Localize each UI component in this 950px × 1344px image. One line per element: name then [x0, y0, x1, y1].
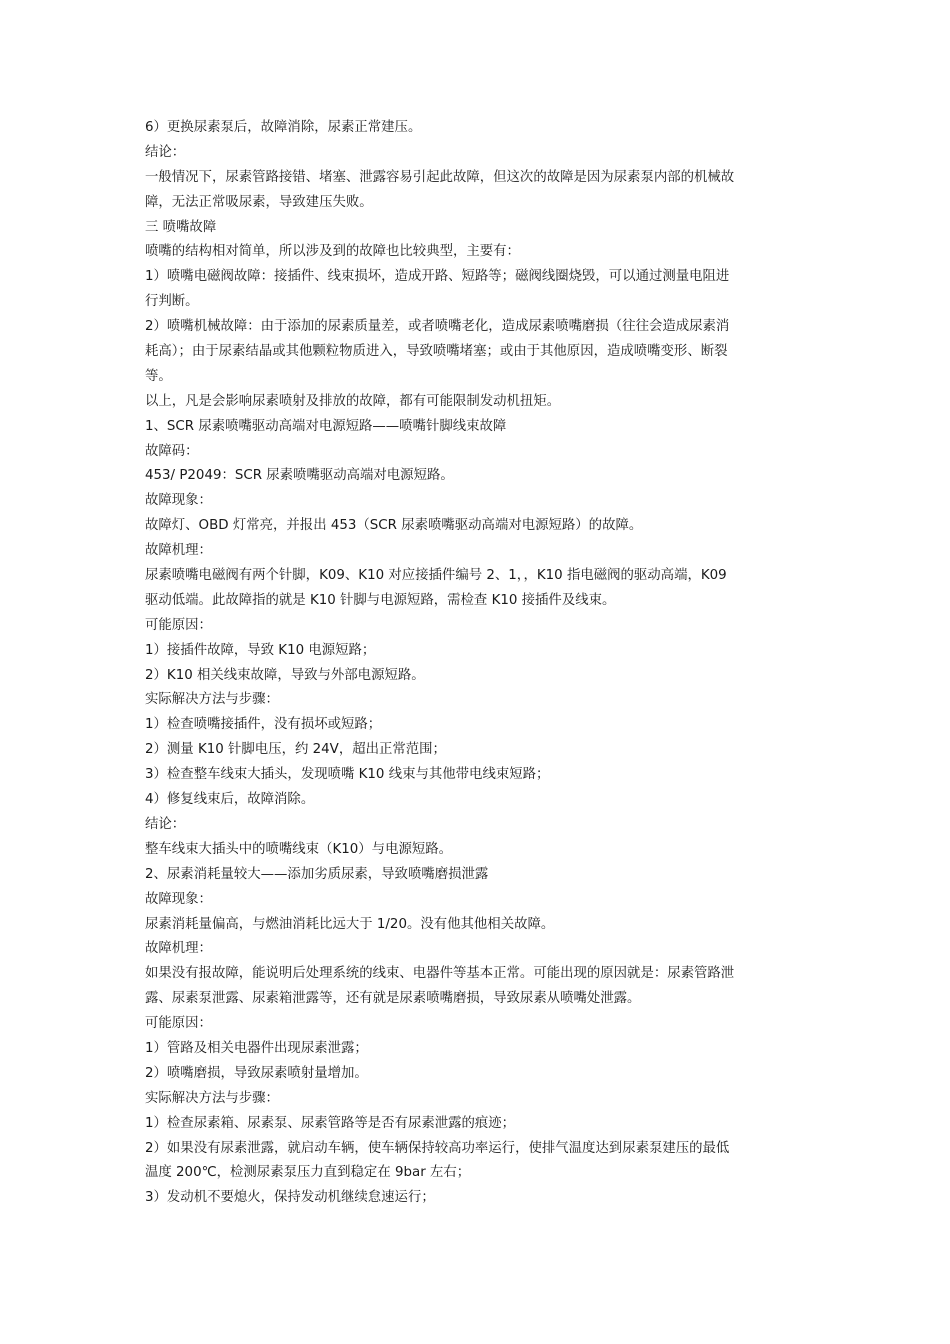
text-line: 结论：: [145, 816, 186, 832]
text-line: 故障现象：: [145, 891, 212, 907]
text-line: 以上，凡是会影响尿素喷射及排放的故障，都有可能限制发动机扭矩。: [145, 393, 561, 409]
text-line: 实际解决方法与步骤：: [145, 692, 279, 708]
text-line: 故障现象：: [145, 493, 212, 509]
text-line: 故障机理：: [145, 543, 212, 559]
text-line: 2）喷嘴机械故障：由于添加的尿素质量差，或者喷嘴老化，造成尿素喷嘴磨损（往往会造成尿素消: [145, 319, 730, 335]
text-line: 可能原因：: [145, 617, 212, 633]
text-line: 驱动低端。此故障指的就是 K10 针脚与电源短路，需检查 K10 接插件及线束。: [145, 592, 616, 608]
text-line: 如果没有报故障，能说明后处理系统的线束、电器件等基本正常。可能出现的原因就是：尿素管路泄: [145, 966, 735, 982]
text-line: 可能原因：: [145, 1016, 212, 1032]
section-heading: 三 喷嘴故障: [145, 219, 217, 235]
text-line: 行判断。: [145, 294, 199, 310]
text-line: 尿素消耗量偏高，与燃油消耗比远大于 1/20。没有他其他相关故障。: [145, 916, 555, 932]
subsection-heading: 2、尿素消耗量较大——添加劣质尿素，导致喷嘴磨损泄露: [145, 866, 489, 882]
text-line: 1）检查尿素箱、尿素泵、尿素管路等是否有尿素泄露的痕迹；: [145, 1115, 516, 1131]
text-line: 故障机理：: [145, 941, 212, 957]
text-line: 尿素喷嘴电磁阀有两个针脚，K09、K10 对应接插件编号 2、1，，K10 指电磁阀的驱动高端，K09: [145, 568, 727, 584]
text-line: 喷嘴的结构相对简单，所以涉及到的故障也比较典型，主要有：: [145, 244, 520, 260]
text-line: 3）检查整车线束大插头，发现喷嘴 K10 线束与其他带电线束短路；: [145, 767, 550, 783]
text-line: 1）管路及相关电器件出现尿素泄露；: [145, 1040, 368, 1056]
text-line: 耗高）；由于尿素结晶或其他颗粒物质进入，导致喷嘴堵塞；或由于其他原因，造成喷嘴变形、断裂: [145, 344, 728, 360]
document-body: [145, 116, 810, 1211]
text-line: 故障灯、OBD 灯常亮，并报出 453（SCR 尿素喷嘴驱动高端对电源短路）的故障。: [145, 518, 643, 534]
text-line: 整车线束大插头中的喷嘴线束（K10）与电源短路。: [145, 841, 453, 857]
text-line: 6）更换尿素泵后，故障消除，尿素正常建压。: [145, 120, 422, 135]
text-line: 1）检查喷嘴接插件，没有损坏或短路；: [145, 717, 382, 733]
text-line: 4）修复线束后，故障消除。: [145, 792, 315, 808]
text-line: 2）如果没有尿素泄露，就启动车辆，使车辆保持较高功率运行，使排气温度达到尿素泵建压的最低: [145, 1140, 730, 1156]
text-line: 1）接插件故障，导致 K10 电源短路；: [145, 642, 376, 658]
text-line: 实际解决方法与步骤：: [145, 1090, 279, 1106]
text-line: 等。: [145, 368, 172, 384]
subsection-heading: 1、SCR 尿素喷嘴驱动高端对电源短路——喷嘴针脚线束故障: [145, 418, 507, 434]
text-line: 453/ P2049：SCR 尿素喷嘴驱动高端对电源短路。: [145, 468, 454, 484]
text-line: 障，无法正常吸尿素，导致建压失败。: [145, 194, 373, 210]
text-line: 露、尿素泵泄露、尿素箱泄露等，还有就是尿素喷嘴磨损，导致尿素从喷嘴处泄露。: [145, 991, 641, 1007]
text-line: 一般情况下，尿素管路接错、堵塞、泄露容易引起此故障，但这次的故障是因为尿素泵内部的机械故: [145, 169, 735, 185]
text-line: 2）K10 相关线束故障，导致与外部电源短路。: [145, 667, 425, 683]
text-line: 3）发动机不要熄火，保持发动机继续怠速运行；: [145, 1190, 435, 1206]
text-line: 1）喷嘴电磁阀故障：接插件、线束损坏，造成开路、短路等；磁阀线圈烧毁，可以通过测量电阻进: [145, 269, 730, 285]
text-line: 故障码：: [145, 443, 199, 459]
text-line: 结论：: [145, 144, 186, 160]
text-line: 2）测量 K10 针脚电压，约 24V，超出正常范围；: [145, 742, 446, 758]
text-line: 2）喷嘴磨损，导致尿素喷射量增加。: [145, 1065, 368, 1081]
text-line: 温度 200℃，检测尿素泵压力直到稳定在 9bar 左右；: [145, 1165, 471, 1181]
